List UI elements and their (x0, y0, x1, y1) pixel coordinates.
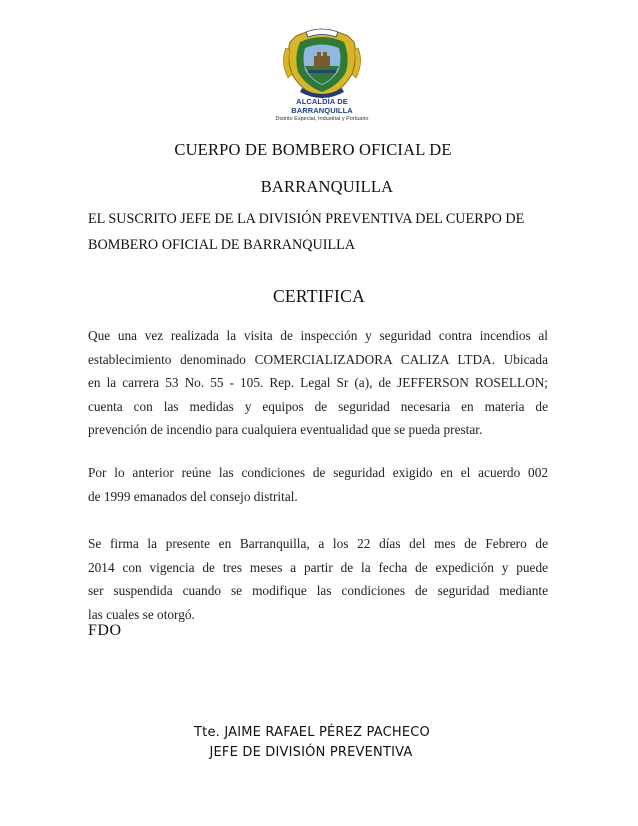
paragraph-line: prevención de incendio para cualquiera eventualidad que se pueda prestar. (88, 422, 483, 437)
signatory-name: Tte. JAIME RAFAEL PÉREZ PACHECO (194, 725, 430, 740)
paragraph-line: Se firma la presente en Barranquilla, a los 22 días del mes de Febrero de (88, 536, 548, 551)
certifica-heading: CERTIFICA (272, 286, 366, 306)
fdo-label: FDO (88, 622, 122, 639)
paragraph-line: cuenta con las medidas y equipos de seguridad necesaria en materia de (88, 398, 548, 414)
paragraph-line: de 1999 emanados del consejo distrital. (88, 488, 298, 504)
paragraph-line: en la carrera 53 No. 55 - 105. Rep. Legal Sr (a), de JEFFERSON ROSELLON; (88, 375, 548, 390)
paragraph-conditions (88, 461, 548, 508)
document-title-line1: CUERPO DE BOMBERO OFICIAL DE (174, 140, 452, 159)
coat-of-arms-icon (262, 22, 382, 102)
signatory-role: JEFE DE DIVISIÓN PREVENTIVA (209, 745, 413, 760)
document-title-line2: BARRANQUILLA (260, 177, 394, 196)
logo-caption (272, 97, 372, 122)
paragraph-line: Que una vez realizada la visita de inspección y seguridad contra incendios al (88, 328, 548, 343)
paragraph-line: las cuales se otorgó. (88, 606, 195, 622)
paragraph-inspection (88, 324, 548, 442)
paragraph-line: Por lo anterior reúne las condiciones de seguridad exigido en el acuerdo 002 (88, 465, 548, 480)
subtitle-line2: BOMBERO OFICIAL DE BARRANQUILLA (88, 237, 356, 253)
logo-caption-title: ALCALDÍA DE BARRANQUILLA (291, 97, 353, 115)
paragraph-line: ser suspendida cuando se modifique las condiciones de seguridad mediante (88, 583, 548, 598)
subtitle-line1: EL SUSCRITO JEFE DE LA DIVISIÓN PREVENTIVA DEL CUERPO DE (88, 211, 525, 227)
paragraph-line: establecimiento denominado COMERCIALIZADORA CALIZA LTDA. Ubicada (88, 351, 548, 367)
paragraph-line: 2014 con vigencia de tres meses a partir de la fecha de expedición y puede (88, 559, 548, 575)
logo-caption-subtitle: Distrito Especial, Industrial y Portuario (275, 116, 369, 122)
paragraph-validity (88, 532, 548, 626)
